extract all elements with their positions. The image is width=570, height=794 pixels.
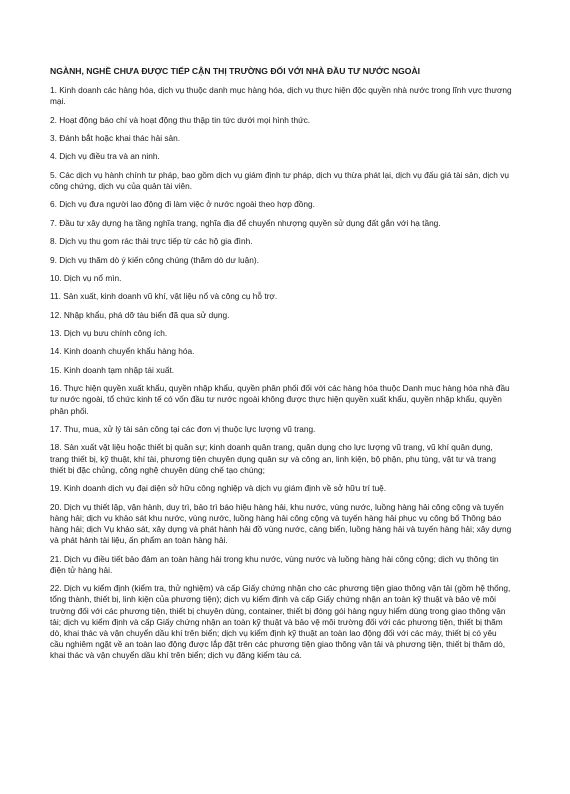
list-item: 3. Đánh bắt hoặc khai thác hải sản.	[50, 132, 181, 143]
list-item: 2. Hoạt động báo chí và hoạt động thu thập tin tức dưới mọi hình thức.	[50, 114, 311, 125]
list-item: 10. Dịch vụ nổ mìn.	[50, 272, 122, 283]
list-item: 21. Dịch vụ điều tiết bảo đảm an toàn hàng hải trong khu nước, vùng nước và luồng hàng hải công cộng; dịch vụ thông tin điện tử hàng hải.	[50, 553, 499, 575]
list-item: 18. Sản xuất vật liệu hoặc thiết bị quân sự; kinh doanh quân trang, quân dụng cho lực lượng vũ trang, vũ khí quân dụng, trang thiết bị, kỹ thuật, khí tài, phương tiện chuyên dụng quân sự và công an, linh kiện, bộ phận, phụ tùng, vật tư và trang thiết bị đặc chủng, công nghệ chuyên dùng chế tạo chúng;	[50, 442, 496, 475]
item-list	[50, 85, 512, 662]
list-item: 12. Nhập khẩu, phá dỡ tàu biển đã qua sử dụng.	[50, 309, 230, 320]
list-item: 1. Kinh doanh các hàng hóa, dịch vụ thuộc danh mục hàng hóa, dịch vụ thực hiện độc quyền nhà nước trong lĩnh vực thương mại.	[50, 85, 512, 107]
list-item: 22. Dịch vụ kiểm định (kiểm tra, thử nghiệm) và cấp Giấy chứng nhận cho các phương tiện giao thông vận tải (gồm hệ thống, tổng thành, thiết bị, linh kiện của phương tiện); dịch vụ kiểm định và cấp Giấy chứng nhận an toàn kỹ thuật và bảo vệ môi trường đối với các phương tiện, thiết bị chuyên dùng, container, thiết bị đóng gói hàng nguy hiểm dùng trong giao thông vận tải; dịch vụ kiểm định và cấp Giấy chứng nhận an toàn kỹ thuật và bảo vệ môi trường đối với các phương tiện, thiết bị thăm dò, khai thác và vận chuyển dầu khí trên biển; dịch vụ kiểm định kỹ thuật an toàn lao động đối với các máy, thiết bị có yêu cầu nghiêm ngặt về an toàn lao động được lắp đặt trên các phương tiện giao thông vận tải và phương tiện, thiết bị thăm dò, khai thác và vận chuyển dầu khí trên biển; dịch vụ đăng kiểm tàu cá.	[50, 583, 511, 661]
list-item: 15. Kinh doanh tạm nhập tái xuất.	[50, 364, 175, 375]
list-item: 14. Kinh doanh chuyển khẩu hàng hóa.	[50, 346, 195, 357]
list-item: 13. Dịch vụ bưu chính công ích.	[50, 328, 168, 339]
document-page	[50, 66, 512, 669]
list-item: 11. Sản xuất, kinh doanh vũ khí, vật liệu nổ và công cụ hỗ trợ.	[50, 291, 278, 302]
list-item: 19. Kinh doanh dịch vụ đại diện sở hữu công nghiệp và dịch vụ giám định về sở hữu trí tuệ.	[50, 483, 387, 494]
list-item: 6. Dịch vụ đưa người lao động đi làm việc ở nước ngoài theo hợp đồng.	[50, 199, 315, 210]
document-title: NGÀNH, NGHỀ CHƯA ĐƯỢC TIẾP CẬN THỊ TRƯỜNG ĐỐI VỚI NHÀ ĐẦU TƯ NƯỚC NGOÀI	[50, 66, 421, 76]
list-item: 5. Các dịch vụ hành chính tư pháp, bao gồm dịch vụ giám định tư pháp, dịch vụ thừa phát lại, dịch vụ đấu giá tài sản, dịch vụ công chứng, dịch vụ của quản tài viên.	[50, 169, 509, 191]
list-item: 17. Thu, mua, xử lý tài sản công tại các đơn vị thuộc lực lượng vũ trang.	[50, 424, 316, 435]
list-item: 16. Thực hiện quyền xuất khẩu, quyền nhập khẩu, quyền phân phối đối với các hàng hóa thuộc Danh mục hàng hóa nhà đầu tư nước ngoài, tổ chức kinh tế có vốn đầu tư nước ngoài không được thực hiện quyền xuất khẩu, quyền nhập khẩu, quyền phân phối.	[50, 383, 510, 416]
list-item: 20. Dịch vụ thiết lập, vận hành, duy trì, bảo trì báo hiệu hàng hải, khu nước, vùng nước, luồng hàng hải công cộng và tuyến hàng hải; dịch vụ khảo sát khu nước, vùng nước, luồng hàng hải công cộng và tuyến hàng hải phục vụ công bố Thông báo hàng hải; dịch Vụ khảo sát, xây dựng và phát hành hải đồ vùng nước, cảng biển, luồng hàng hải và tuyến hàng hải; xây dựng và phát hành tài liệu, ấn phẩm an toàn hàng hải.	[50, 501, 512, 546]
list-item: 9. Dịch vụ thăm dò ý kiến công chúng (thăm dò dư luận).	[50, 254, 259, 265]
list-item: 7. Đầu tư xây dựng hạ tầng nghĩa trang, nghĩa địa để chuyển nhượng quyền sử dụng đất gắn với hạ tầng.	[50, 217, 441, 228]
list-item: 4. Dịch vụ điều tra và an ninh.	[50, 151, 160, 162]
list-item: 8. Dịch vụ thu gom rác thải trực tiếp từ các hộ gia đình.	[50, 236, 253, 247]
